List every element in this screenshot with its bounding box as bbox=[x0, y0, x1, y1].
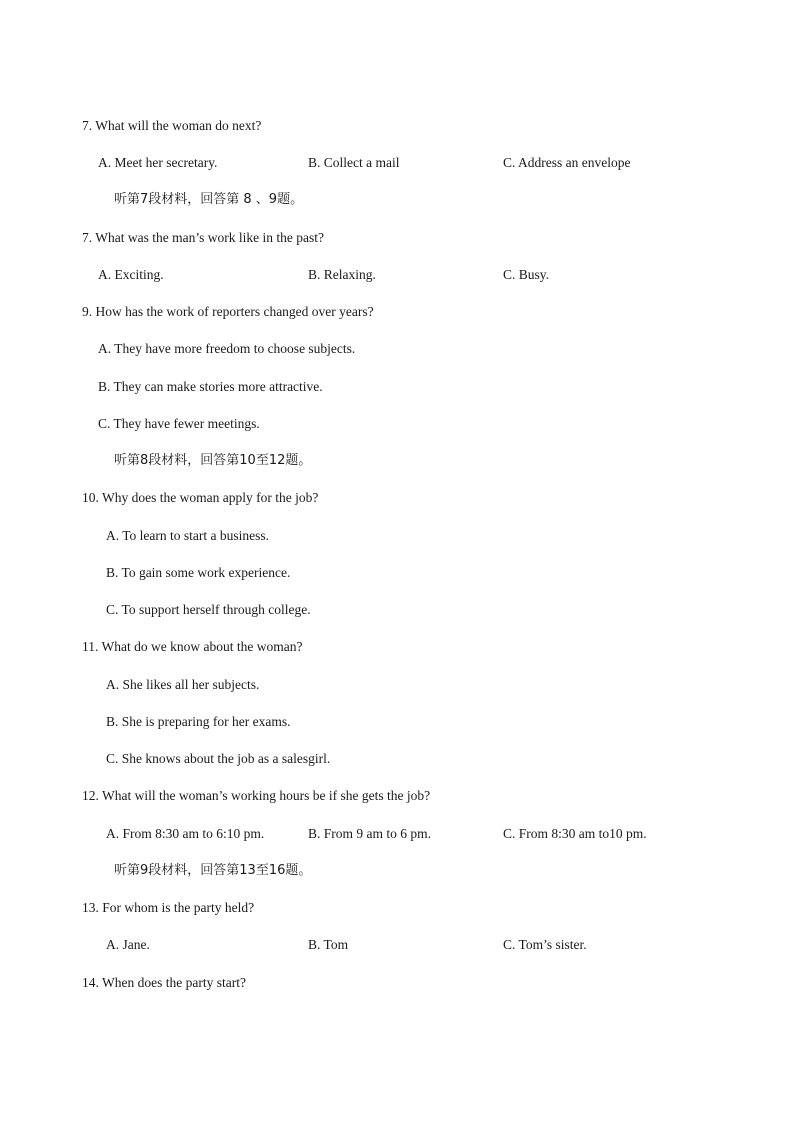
question: 10. Why does the woman apply for the job? bbox=[82, 490, 319, 505]
option-b: B. Collect a mail bbox=[308, 155, 400, 170]
question: 7. What will the woman do next? bbox=[82, 118, 262, 133]
question: 7. What was the man’s work like in the past? bbox=[82, 230, 324, 245]
option: C. She knows about the job as a salesgirl. bbox=[106, 751, 331, 766]
option-b: B. From 9 am to 6 pm. bbox=[308, 826, 432, 841]
option-a: A. Meet her secretary. bbox=[98, 155, 218, 170]
option-b: B. Tom bbox=[308, 937, 349, 952]
option-c: C. Address an envelope bbox=[503, 155, 631, 170]
option-a: A. Exciting. bbox=[98, 267, 164, 282]
question: 14. When does the party start? bbox=[82, 975, 246, 990]
section-instruction: 听第7段材料，回答第 8 、9题。 bbox=[114, 192, 304, 207]
option: B. She is preparing for her exams. bbox=[106, 714, 291, 729]
question: 9. How has the work of reporters changed over years? bbox=[82, 304, 374, 319]
section-instruction: 听第8段材料，回答第10至12题。 bbox=[114, 453, 312, 468]
option-a: A. From 8:30 am to 6:10 pm. bbox=[106, 826, 265, 841]
option: A. She likes all her subjects. bbox=[106, 677, 260, 692]
option: B. They can make stories more attractive. bbox=[98, 379, 323, 394]
option-c: C. From 8:30 am to10 pm. bbox=[503, 826, 647, 841]
option: C. They have fewer meetings. bbox=[98, 416, 260, 431]
option: A. They have more freedom to choose subjects. bbox=[98, 341, 356, 356]
option-b: B. Relaxing. bbox=[308, 267, 376, 282]
option: B. To gain some work experience. bbox=[106, 565, 291, 580]
question: 13. For whom is the party held? bbox=[82, 900, 255, 915]
option-a: A. Jane. bbox=[106, 937, 150, 952]
section-instruction: 听第9段材料，回答第13至16题。 bbox=[114, 863, 312, 878]
question: 11. What do we know about the woman? bbox=[82, 639, 303, 654]
option: C. To support herself through college. bbox=[106, 602, 311, 617]
option-c: C. Tom’s sister. bbox=[503, 937, 587, 952]
option-c: C. Busy. bbox=[503, 267, 550, 282]
question: 12. What will the woman’s working hours be if she gets the job? bbox=[82, 788, 431, 803]
option: A. To learn to start a business. bbox=[106, 528, 270, 543]
